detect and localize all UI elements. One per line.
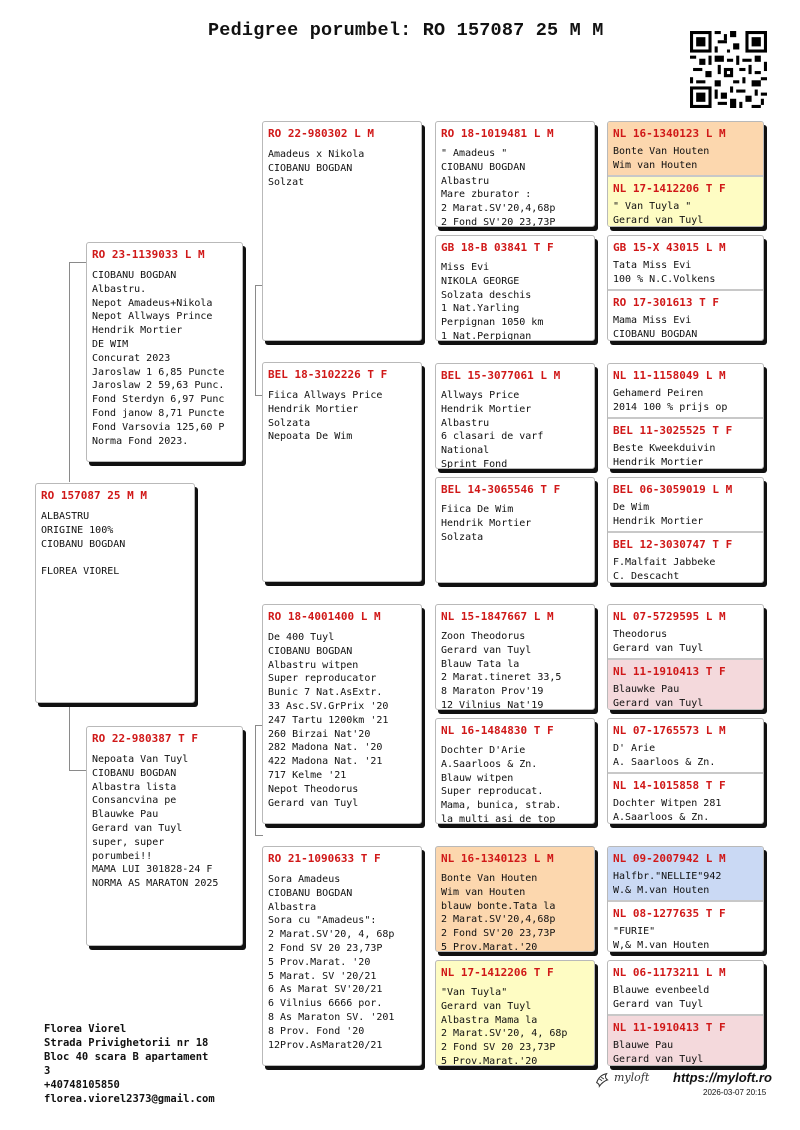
card-details: Allways Price Hendrik Mortier Albastru 6 clasari de varf National Sprint Fond — [441, 390, 544, 469]
ring-number: BEL 18-3102226 T F — [268, 368, 388, 381]
card-details: CIOBANU BOGDAN Albastru. Nepot Amadeus+Nikola Nepot Allways Prince Hendrik Mortier DE WIM Concurat 2023 Jaroslaw 1 6,85 Puncte Jaroslaw 2 59,63 Punc. Fond Sterdyn 6,97 Punc Fond janow 8,71 Puncte Fond Varsovia 125,60 P Norma Fond 2023. — [92, 270, 225, 447]
card-details: Beste Kweekduivin Hendrik Mortier — [613, 443, 716, 468]
ring-number: GB 15-X 43015 L M — [613, 241, 726, 254]
ancestor-entry — [608, 719, 763, 772]
sire-card[interactable] — [86, 242, 243, 462]
ring-number: NL 09-2007942 L M — [613, 852, 726, 865]
ancestor-entry — [608, 531, 763, 582]
ring-number: NL 15-1847667 L M — [441, 610, 554, 623]
ring-number: NL 17-1412206 T F — [441, 966, 554, 979]
card-details: Halfbr."NELLIE"942 W.& M.van Houten — [613, 871, 722, 896]
connector-line — [255, 285, 256, 395]
card-details: D' Arie A. Saarloos & Zn. — [613, 743, 716, 768]
card-details: Theodorus Gerard van Tuyl — [613, 629, 704, 654]
ring-number: RO 22-980387 T F — [92, 732, 198, 745]
great-grandparent-card[interactable] — [435, 235, 595, 341]
card-details: F.Malfait Jabbeke C. Descacht — [613, 557, 716, 582]
ring-number: NL 06-1173211 L M — [613, 966, 726, 979]
card-details: Miss Evi NIKOLA GEORGE Solzata deschis 1 Nat.Yarling Perpignan 1050 km 1 Nat.Perpignan — [441, 262, 544, 341]
ring-number: NL 16-1484830 T F — [441, 724, 554, 737]
connector-line — [255, 725, 256, 835]
ancestor-entry — [608, 961, 763, 1014]
ring-number: BEL 14-3065546 T F — [441, 483, 561, 496]
ring-number: NL 11-1910413 T F — [613, 1021, 726, 1034]
great-grandparent-card[interactable] — [435, 846, 595, 952]
ring-number: BEL 06-3059019 L M — [613, 483, 733, 496]
dam-card[interactable] — [86, 726, 243, 946]
ring-number: BEL 11-3025525 T F — [613, 424, 733, 437]
grandparent-card[interactable] — [262, 846, 422, 1066]
grandparent-card[interactable] — [262, 362, 422, 582]
ring-number: RO 157087 25 M M — [41, 489, 147, 502]
ring-number: NL 16-1340123 L M — [441, 852, 554, 865]
connector-line — [69, 262, 70, 482]
card-details: Amadeus x Nikola CIOBANU BOGDAN Solzat — [268, 149, 365, 188]
ancestor-pair-card[interactable] — [607, 960, 764, 1066]
card-details: Bonte Van Houten Wim van Houten blauw bonte.Tata la 2 Marat.SV'20,4,68p 2 Fond SV'20 23,73P 5 Prov.Marat.'20 — [441, 873, 556, 952]
grandparent-card[interactable] — [262, 121, 422, 341]
owner-contact: Florea Viorel Strada Privighetorii nr 18 Bloc 40 scara B apartament 3 +40748105850 florea.viorel2373@gmail.com — [44, 1023, 215, 1105]
ancestor-entry — [608, 364, 763, 417]
great-grandparent-card[interactable] — [435, 477, 595, 583]
ancestor-pair-card[interactable] — [607, 604, 764, 710]
ancestor-entry — [608, 1014, 763, 1065]
connector-line — [69, 705, 70, 770]
ancestor-entry — [608, 122, 763, 175]
card-details: Fiica De Wim Hendrik Mortier Solzata — [441, 504, 532, 543]
ancestor-pair-card[interactable] — [607, 121, 764, 227]
print-date: 2026-03-07 20:15 — [703, 1088, 767, 1097]
ancestor-entry — [608, 847, 763, 900]
connector-line — [255, 835, 263, 836]
ring-number: NL 11-1158049 L M — [613, 369, 726, 382]
ancestor-entry — [608, 236, 763, 289]
card-details: Gehamerd Peiren 2014 100 % prijs op — [613, 388, 728, 413]
card-details: Nepoata Van Tuyl CIOBANU BOGDAN Albastra lista Consancvina pe Blauwke Pau Gerard van Tuyl super, super porumbei!! MAMA LUI 301828-24 F NORMA AS MARATON 2025 — [92, 754, 219, 890]
ancestor-entry — [608, 605, 763, 658]
card-details: De 400 Tuyl CIOBANU BOGDAN Albastru witpen Super reproducator Bunic 7 Nat.AsExtr. 33 Asc.SV.GrPrix '20 247 Tartu 1200km '21 260 Birzai Nat'20 282 Madona Nat. '20 422 Madona Nat. '21 717 Kelme '21 Nepot Theodorus Gerard van Tuyl — [268, 632, 389, 809]
great-grandparent-card[interactable] — [435, 363, 595, 469]
card-details: Zoon Theodorus Gerard van Tuyl Blauw Tata la 2 Marat.tineret 33,5 8 Maraton Prov'19 12 Vilnius Nat'19 — [441, 631, 562, 710]
great-grandparent-card[interactable] — [435, 604, 595, 710]
ancestor-entry — [608, 417, 763, 468]
ring-number: NL 07-5729595 L M — [613, 610, 726, 623]
card-details: Bonte Van Houten Wim van Houten — [613, 146, 710, 171]
great-grandparent-card[interactable] — [435, 121, 595, 227]
ancestor-entry — [608, 658, 763, 709]
card-details: Fiica Allways Price Hendrik Mortier Solzata Nepoata De Wim — [268, 390, 383, 443]
ring-number: BEL 15-3077061 L M — [441, 369, 561, 382]
card-details: ALBASTRU ORIGINE 100% CIOBANU BOGDAN FLOREA VIOREL — [41, 511, 126, 578]
ring-number: RO 18-4001400 L M — [268, 610, 381, 623]
card-details: Tata Miss Evi 100 % N.C.Volkens — [613, 260, 716, 285]
ring-number: RO 22-980302 L M — [268, 127, 374, 140]
page-title: Pedigree porumbel: RO 157087 25 M M — [208, 20, 604, 41]
grandparent-card[interactable] — [262, 604, 422, 824]
card-details: " Amadeus " CIOBANU BOGDAN Albastru Mare zburator : 2 Marat.SV'20,4,68p 2 Fond SV'20 23,73P — [441, 148, 556, 227]
card-details: De Wim Hendrik Mortier — [613, 502, 704, 527]
ring-number: GB 18-B 03841 T F — [441, 241, 554, 254]
ring-number: NL 16-1340123 L M — [613, 127, 726, 140]
ring-number: NL 14-1015858 T F — [613, 779, 726, 792]
ring-number: NL 11-1910413 T F — [613, 665, 726, 678]
card-details: Sora Amadeus CIOBANU BOGDAN Albastra Sora cu "Amadeus": 2 Marat.SV'20, 4, 68p 2 Fond SV 20 23,73P 5 Prov.Marat. '20 5 Marat. SV '20/21 6 As Marat SV'20/21 6 Vilnius 6666 por. 8 As Maraton SV. '201 8 Prov. Fond '20 12Prov.AsMarat20/21 — [268, 874, 395, 1051]
ring-number: RO 17-301613 T F — [613, 296, 719, 309]
ring-number: NL 08-1277635 T F — [613, 907, 726, 920]
website-link[interactable]: https://myloft.ro — [673, 1070, 772, 1085]
ancestor-entry — [608, 772, 763, 823]
ancestor-entry — [608, 175, 763, 226]
ring-number: RO 21-1090633 T F — [268, 852, 381, 865]
card-details: " Van Tuyla " Gerard van Tuyl — [613, 201, 704, 226]
card-details: Mama Miss Evi CIOBANU BOGDAN — [613, 315, 698, 340]
ring-number: NL 17-1412206 T F — [613, 182, 726, 195]
card-details: Dochter D'Arie A.Saarloos & Zn. Blauw witpen Super reproducat. Mama, bunica, strab. la multi asi de top — [441, 745, 562, 824]
ancestor-pair-card[interactable] — [607, 477, 764, 583]
pigeon-logo-icon — [594, 1070, 612, 1088]
ancestor-pair-card[interactable] — [607, 718, 764, 824]
card-details: Blauwe Pau Gerard van Tuyl — [613, 1040, 704, 1065]
ancestor-entry — [608, 900, 763, 951]
ring-number: RO 18-1019481 L M — [441, 127, 554, 140]
ancestor-pair-card[interactable] — [607, 235, 764, 341]
card-details: "FURIE" W,& M.van Houten — [613, 926, 710, 951]
great-grandparent-card[interactable] — [435, 960, 595, 1066]
brand-logo: myloft — [614, 1071, 650, 1084]
ring-number: RO 23-1139033 L M — [92, 248, 205, 261]
great-grandparent-card[interactable] — [435, 718, 595, 824]
ring-number: NL 07-1765573 L M — [613, 724, 726, 737]
ancestor-pair-card[interactable] — [607, 363, 764, 469]
card-details: Blauwke Pau Gerard van Tuyl — [613, 684, 704, 709]
ancestor-entry — [608, 289, 763, 340]
card-details: "Van Tuyla" Gerard van Tuyl Albastra Mama la 2 Marat.SV'20, 4, 68p 2 Fond SV 20 23,73P 5 Prov.Marat.'20 — [441, 987, 568, 1066]
ring-number: BEL 12-3030747 T F — [613, 538, 733, 551]
subject-card[interactable] — [35, 483, 195, 703]
ancestor-pair-card[interactable] — [607, 846, 764, 952]
card-details: Blauwe evenbeeld Gerard van Tuyl — [613, 985, 710, 1010]
qr-code — [690, 31, 767, 108]
card-details: Dochter Witpen 281 A.Saarloos & Zn. — [613, 798, 722, 823]
ancestor-entry — [608, 478, 763, 531]
